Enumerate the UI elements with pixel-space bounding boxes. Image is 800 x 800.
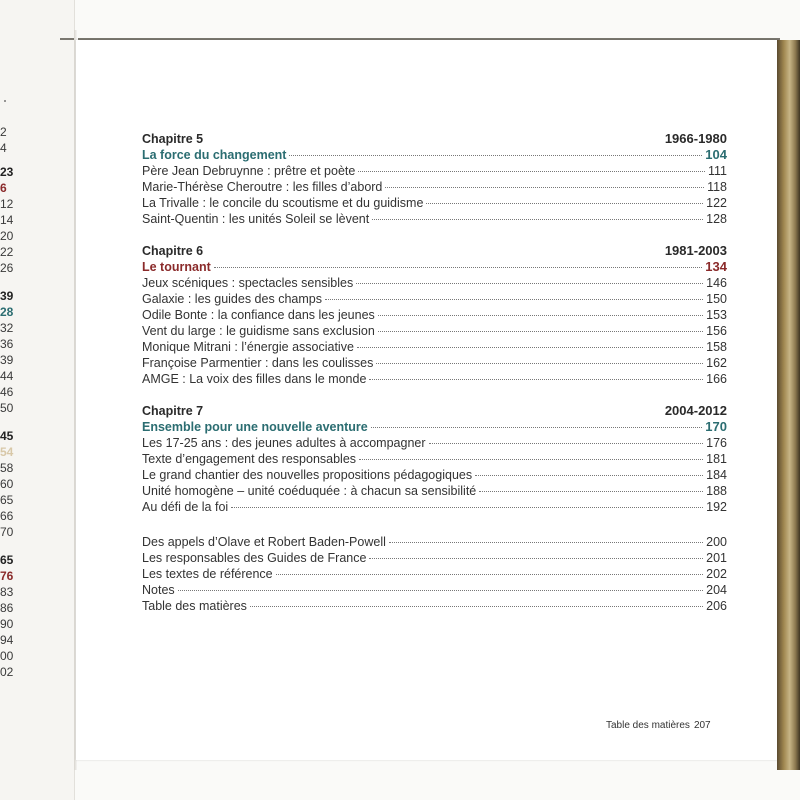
footer-page-number: 207 (693, 720, 711, 731)
footer-label: Table des matières (606, 720, 690, 731)
left-page-number: 94 (0, 633, 14, 647)
left-page-number: 44 (0, 369, 14, 383)
leader-dots (385, 187, 704, 188)
left-page-number: 4 (0, 141, 7, 155)
toc-entry[interactable] (142, 371, 727, 387)
entry-title: Marie-Thérèse Cheroutre : les filles d’abord (142, 180, 383, 194)
left-page-number: 90 (0, 617, 14, 631)
chapter-title: La force du changement (142, 148, 287, 162)
toc-entry[interactable] (142, 550, 727, 566)
left-page-number: 54 (0, 445, 14, 459)
page-number: 128 (706, 212, 727, 226)
entry-title: Monique Mitrani : l’énergie associative (142, 340, 354, 354)
chapter-title-row[interactable] (142, 419, 727, 435)
toc-entry[interactable] (142, 291, 727, 307)
entry-title: Le grand chantier des nouvelles propositions pédagogiques (142, 468, 473, 482)
leader-dots (475, 475, 703, 476)
leader-dots (178, 590, 703, 591)
left-page-number: 12 (0, 197, 14, 211)
right-page-edge (777, 40, 800, 770)
leader-dots (276, 574, 704, 575)
leader-dots (250, 606, 703, 607)
left-page-number: 76 (0, 569, 14, 583)
toc-entry[interactable] (142, 211, 727, 227)
left-page-number: 39 (0, 289, 14, 303)
entry-list (142, 534, 727, 614)
page-number: 202 (706, 567, 727, 581)
left-page-number: 32 (0, 321, 14, 335)
page-number: 150 (706, 292, 727, 306)
leader-dots (389, 542, 703, 543)
entry-list (142, 163, 727, 227)
chapter-6-block (142, 243, 727, 387)
left-page-number: 39 (0, 353, 14, 367)
entry-title: Table des matières (142, 599, 247, 613)
page-number: 170 (705, 419, 727, 434)
entry-title: Les 17-25 ans : des jeunes adultes à accompagner (142, 436, 426, 450)
left-page-number: 45 (0, 429, 14, 443)
page-number: 134 (705, 259, 727, 274)
left-page-number: 83 (0, 585, 14, 599)
page-number: 104 (705, 147, 727, 162)
toc-entry[interactable] (142, 566, 727, 582)
left-page-number: 28 (0, 305, 14, 319)
page-number: 166 (706, 372, 727, 386)
toc-entry[interactable] (142, 598, 727, 614)
chapter-header (142, 243, 727, 259)
left-page-number: 02 (0, 665, 14, 679)
leader-dots (369, 379, 703, 380)
entry-title: AMGE : La voix des filles dans le monde (142, 372, 367, 386)
chapter-header (142, 403, 727, 419)
chapter-title: Le tournant (142, 260, 211, 274)
leader-dots (358, 171, 705, 172)
left-page-number: 23 (0, 165, 14, 179)
page-number: 181 (706, 452, 727, 466)
chapter-title: Ensemble pour une nouvelle aventure (142, 420, 368, 434)
entry-title: Jeux scéniques : spectacles sensibles (142, 276, 354, 290)
toc-entry[interactable] (142, 451, 727, 467)
entry-title: Galaxie : les guides des champs (142, 292, 322, 306)
toc-entry[interactable] (142, 323, 727, 339)
entry-title: Des appels d’Olave et Robert Baden-Powell (142, 535, 386, 549)
page-number: 204 (706, 583, 727, 597)
entry-title: Au défi de la foi (142, 500, 229, 514)
page-number: 206 (706, 599, 727, 613)
left-page-number: 58 (0, 461, 14, 475)
chapter-years: 1981-2003 (664, 243, 727, 258)
page-number: 201 (706, 551, 727, 565)
page-speck (4, 100, 6, 102)
toc-entry[interactable] (142, 275, 727, 291)
toc-entry[interactable] (142, 582, 727, 598)
page-number: 176 (706, 436, 727, 450)
chapter-title-row[interactable] (142, 259, 727, 275)
left-page-number: 70 (0, 525, 14, 539)
leader-dots (479, 491, 703, 492)
entry-title: Odile Bonte : la confiance dans les jeunes (142, 308, 375, 322)
left-page-number: 86 (0, 601, 14, 615)
entry-title: Les textes de référence (142, 567, 273, 581)
page-number: 156 (706, 324, 727, 338)
leader-dots (214, 267, 703, 268)
page-number: 158 (706, 340, 727, 354)
toc-entry[interactable] (142, 339, 727, 355)
toc-entry[interactable] (142, 307, 727, 323)
page-number: 192 (706, 500, 727, 514)
left-page-number: 6 (0, 181, 7, 195)
entry-title: Saint-Quentin : les unités Soleil se lèvent (142, 212, 370, 226)
leader-dots (376, 363, 703, 364)
chapter-5-block (142, 131, 727, 227)
page-number: 188 (706, 484, 727, 498)
toc-entry[interactable] (142, 179, 727, 195)
leader-dots (359, 459, 703, 460)
entry-list (142, 435, 727, 515)
toc-entry[interactable] (142, 467, 727, 483)
toc-entry[interactable] (142, 435, 727, 451)
left-page-number: 46 (0, 385, 14, 399)
page-number: 200 (706, 535, 727, 549)
entry-list (142, 275, 727, 387)
toc-entry[interactable] (142, 163, 727, 179)
page-number: 111 (707, 164, 727, 178)
chapter-label: Chapitre 7 (142, 404, 204, 418)
page-number: 118 (707, 180, 727, 194)
entry-title: Vent du large : le guidisme sans exclusion (142, 324, 375, 338)
appendix-block (142, 534, 727, 614)
page-number: 153 (706, 308, 727, 322)
toc-entry[interactable] (142, 195, 727, 211)
page-footer (606, 720, 711, 731)
leader-dots (426, 203, 703, 204)
entry-title: Les responsables des Guides de France (142, 551, 367, 565)
leader-dots (372, 219, 703, 220)
left-page-number: 26 (0, 261, 14, 275)
leader-dots (378, 331, 703, 332)
chapter-header (142, 131, 727, 147)
left-facing-page (0, 0, 75, 800)
toc-entry[interactable] (142, 483, 727, 499)
chapter-years: 2004-2012 (664, 403, 727, 418)
left-page-number: 36 (0, 337, 14, 351)
leader-dots (325, 299, 703, 300)
toc-entry[interactable] (142, 534, 727, 550)
left-page-number: 00 (0, 649, 14, 663)
chapter-7-block (142, 403, 727, 515)
left-page-number: 60 (0, 477, 14, 491)
leader-dots (289, 155, 702, 156)
chapter-title-row[interactable] (142, 147, 727, 163)
entry-title: Père Jean Debruynne : prêtre et poète (142, 164, 356, 178)
leader-dots (378, 315, 703, 316)
entry-title: Notes (142, 583, 175, 597)
leader-dots (429, 443, 704, 444)
page-number: 122 (706, 196, 727, 210)
chapter-label: Chapitre 6 (142, 244, 204, 258)
left-page-number: 65 (0, 493, 14, 507)
leader-dots (371, 427, 703, 428)
page-number: 162 (706, 356, 727, 370)
left-page-number: 66 (0, 509, 14, 523)
left-page-number: 22 (0, 245, 14, 259)
entry-title: Françoise Parmentier : dans les coulisses (142, 356, 374, 370)
left-page-number: 65 (0, 553, 14, 567)
toc-entry[interactable] (142, 355, 727, 371)
chapter-label: Chapitre 5 (142, 132, 204, 146)
leader-dots (357, 347, 703, 348)
entry-title: Texte d’engagement des responsables (142, 452, 357, 466)
entry-title: La Trivalle : le concile du scoutisme et du guidisme (142, 196, 424, 210)
leader-dots (231, 507, 703, 508)
entry-title: Unité homogène – unité coéduquée : à chacun sa sensibilité (142, 484, 477, 498)
page-number: 184 (706, 468, 727, 482)
page-number: 146 (706, 276, 727, 290)
left-page-number: 50 (0, 401, 14, 415)
left-page-number: 14 (0, 213, 14, 227)
left-page-number: 20 (0, 229, 14, 243)
left-page-number: 2 (0, 125, 7, 139)
leader-dots (356, 283, 703, 284)
toc-entry[interactable] (142, 499, 727, 515)
chapter-years: 1966-1980 (664, 131, 727, 146)
leader-dots (369, 558, 703, 559)
